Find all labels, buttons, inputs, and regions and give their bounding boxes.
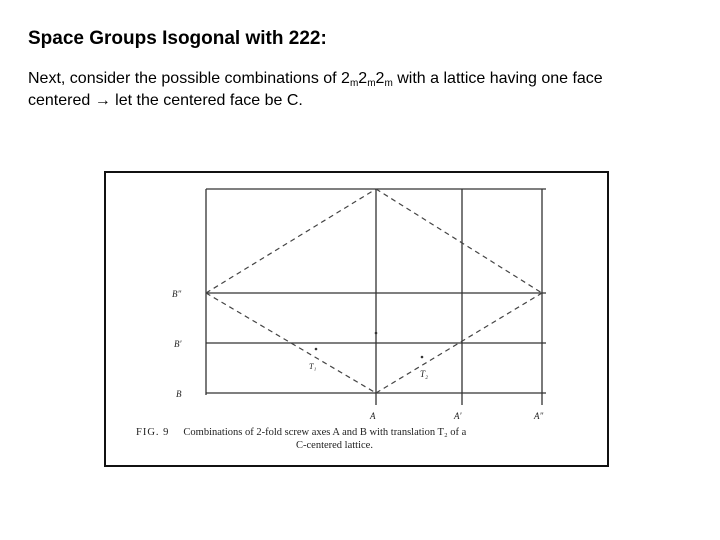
figure-caption — [136, 426, 596, 452]
label-a: A — [370, 411, 376, 421]
slide-title: Space Groups Isogonal with 222: — [28, 28, 327, 49]
label-b: B — [176, 389, 182, 399]
label-b-double-prime: B" — [172, 289, 182, 299]
lattice-grid — [206, 189, 546, 405]
body-text-two-1: 2 — [358, 70, 368, 87]
diamond-edge-upper-right — [376, 189, 542, 293]
figure-screw-axes — [104, 171, 609, 467]
body-text-two-2: 2 — [375, 70, 385, 87]
subscript-m-1: m — [349, 78, 359, 89]
label-b-prime: B' — [174, 339, 182, 349]
caption-line-2: C-centered lattice. — [296, 440, 373, 451]
body-text-rest: with a lattice having one face centered → let the centered face be C. — [28, 70, 603, 109]
diamond-edge-upper-left — [206, 189, 376, 293]
figure-diagram — [106, 173, 611, 469]
label-t1: T₁ — [309, 362, 317, 371]
slide-body-text — [28, 68, 668, 112]
subscript-m-3: m — [384, 78, 393, 89]
body-text-intro: Next, consider the possible combinations of 2 — [28, 70, 350, 87]
label-t2: T₂ — [420, 369, 429, 379]
axis-mark-3 — [421, 356, 424, 359]
label-a-prime: A' — [454, 411, 462, 421]
centered-diamond — [206, 189, 542, 393]
subscript-m-2: m — [367, 78, 376, 89]
figure-number: FIG. 9 — [136, 427, 170, 438]
label-a-double-prime: A" — [534, 411, 544, 421]
axis-marks — [315, 332, 424, 359]
caption-line-1: Combinations of 2-fold screw axes A and B with translation T₂ of a — [183, 427, 467, 438]
axis-mark-1 — [375, 332, 378, 335]
axis-mark-2 — [315, 348, 318, 351]
